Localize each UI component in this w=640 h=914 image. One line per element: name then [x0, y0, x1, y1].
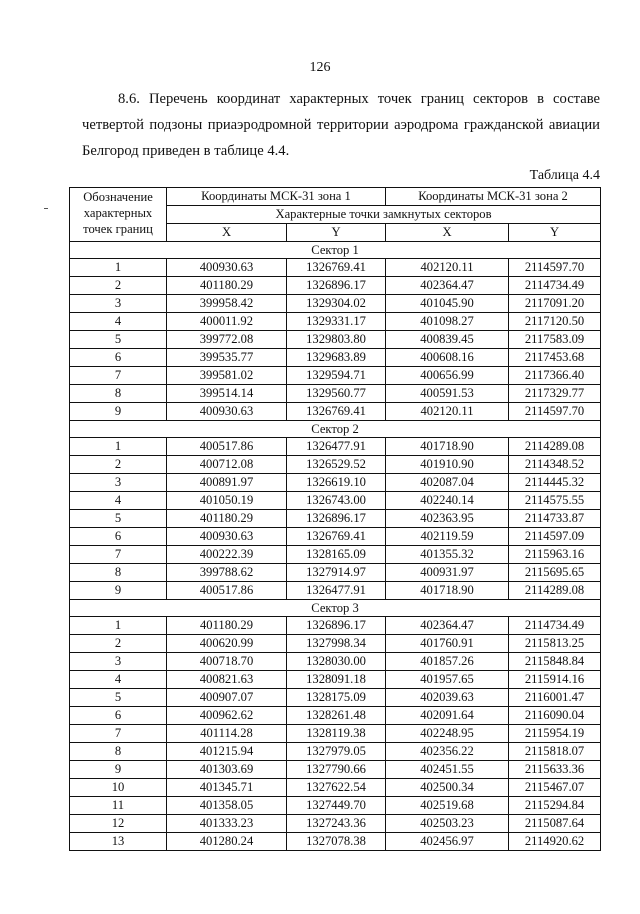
zone1-x: 401333.23	[167, 815, 287, 833]
table-row	[70, 528, 601, 546]
point-number: 8	[70, 385, 167, 403]
table-row	[70, 707, 601, 725]
table-row	[70, 743, 601, 761]
point-number: 3	[70, 295, 167, 313]
zone2-x: 402087.04	[386, 474, 509, 492]
zone1-x: 400712.08	[167, 456, 287, 474]
point-number: 10	[70, 779, 167, 797]
zone1-x: 400718.70	[167, 653, 287, 671]
zone1-x: 399581.02	[167, 367, 287, 385]
point-number: 7	[70, 725, 167, 743]
point-number: 5	[70, 510, 167, 528]
table-row	[70, 510, 601, 528]
zone2-x: 401098.27	[386, 313, 509, 331]
point-number: 8	[70, 564, 167, 582]
zone1-x: 400907.07	[167, 689, 287, 707]
zone2-y: 2117453.68	[509, 349, 601, 367]
sector-row	[70, 600, 601, 617]
zone1-y: 1329594.71	[287, 367, 386, 385]
zone1-x: 400620.99	[167, 635, 287, 653]
zone1-x: 401303.69	[167, 761, 287, 779]
zone2-x: 402500.34	[386, 779, 509, 797]
zone2-y: 2115467.07	[509, 779, 601, 797]
zone2-x: 401957.65	[386, 671, 509, 689]
point-number: 3	[70, 653, 167, 671]
zone1-x: 400962.62	[167, 707, 287, 725]
stub-header-line3: точек границ	[83, 222, 153, 236]
table-row	[70, 259, 601, 277]
zone1-y: 1329560.77	[287, 385, 386, 403]
zone1-y: 1327914.97	[287, 564, 386, 582]
page-number: 126	[309, 60, 331, 75]
table-caption: Таблица 4.4	[529, 168, 600, 183]
sector-title: Сектор 2	[70, 421, 601, 438]
zone2-y: 2117583.09	[509, 331, 601, 349]
point-number: 13	[70, 833, 167, 851]
zone2-x: 402456.97	[386, 833, 509, 851]
point-number: 4	[70, 492, 167, 510]
table-row	[70, 313, 601, 331]
zone2-x: 402363.95	[386, 510, 509, 528]
point-number: 1	[70, 438, 167, 456]
zone2-x: 402120.11	[386, 259, 509, 277]
stub-header-line2: характерных	[83, 206, 153, 220]
point-number: 2	[70, 456, 167, 474]
table-row	[70, 582, 601, 600]
zone1-y: 1327078.38	[287, 833, 386, 851]
table-row	[70, 564, 601, 582]
zone2-x: 402039.63	[386, 689, 509, 707]
point-number: 2	[70, 277, 167, 295]
point-number: 2	[70, 635, 167, 653]
zone2-y: 2115087.64	[509, 815, 601, 833]
zone1-y: 1326477.91	[287, 438, 386, 456]
zone1-x: 401180.29	[167, 510, 287, 528]
intro-paragraph: 8.6. Перечень координат характерных точек границ секторов в составе четвертой подзоны приаэродромной территории аэродрома гражданской авиации Белгород приведен в таблице 4.4.	[82, 91, 600, 159]
zone1-x: 400930.63	[167, 528, 287, 546]
zone1-y: 1326769.41	[287, 403, 386, 421]
table-row	[70, 456, 601, 474]
zone2-y: 2114445.32	[509, 474, 601, 492]
zone1-x: 401050.19	[167, 492, 287, 510]
zone2-x: 402091.64	[386, 707, 509, 725]
point-number: 4	[70, 313, 167, 331]
table-row	[70, 349, 601, 367]
zone2-x: 400931.97	[386, 564, 509, 582]
zone1-y: 1326619.10	[287, 474, 386, 492]
zone2-y: 2115813.25	[509, 635, 601, 653]
zone1-y: 1328175.09	[287, 689, 386, 707]
subheader: Характерные точки замкнутых секторов	[167, 206, 601, 224]
zone2-x: 402356.22	[386, 743, 509, 761]
zone1-y: 1329304.02	[287, 295, 386, 313]
zone2-x: 400839.45	[386, 331, 509, 349]
zone1-y: 1327243.36	[287, 815, 386, 833]
zone2-y: 2114348.52	[509, 456, 601, 474]
zone1-y: 1328165.09	[287, 546, 386, 564]
zone1-y: 1326743.00	[287, 492, 386, 510]
point-number: 6	[70, 349, 167, 367]
point-number: 1	[70, 617, 167, 635]
zone2-y: 2115963.16	[509, 546, 601, 564]
zone2-y: 2114289.08	[509, 438, 601, 456]
zone1-x: 400222.39	[167, 546, 287, 564]
table-row	[70, 474, 601, 492]
table-row	[70, 725, 601, 743]
zone2-y: 2115294.84	[509, 797, 601, 815]
zone2-y: 2115818.07	[509, 743, 601, 761]
zone1-y: 1326529.52	[287, 456, 386, 474]
table-body	[70, 242, 601, 851]
zone1-y: 1328091.18	[287, 671, 386, 689]
zone2-y: 2117329.77	[509, 385, 601, 403]
scan-mark	[44, 208, 48, 209]
table-row	[70, 295, 601, 313]
table-row	[70, 367, 601, 385]
zone1-y: 1326896.17	[287, 617, 386, 635]
point-number: 4	[70, 671, 167, 689]
zone2-y: 2114597.70	[509, 403, 601, 421]
zone1-y: 1326896.17	[287, 510, 386, 528]
table-row	[70, 617, 601, 635]
point-number: 3	[70, 474, 167, 492]
zone2-x: 402519.68	[386, 797, 509, 815]
point-number: 7	[70, 367, 167, 385]
zone2-x-header: X	[386, 224, 509, 242]
zone2-y: 2114734.49	[509, 277, 601, 295]
zone1-x: 400517.86	[167, 438, 287, 456]
coordinates-table	[69, 187, 601, 851]
zone1-x: 401180.29	[167, 617, 287, 635]
zone2-x: 400608.16	[386, 349, 509, 367]
zone1-y: 1328030.00	[287, 653, 386, 671]
zone1-y: 1329683.89	[287, 349, 386, 367]
zone1-x: 400517.86	[167, 582, 287, 600]
table-row	[70, 689, 601, 707]
table-row	[70, 331, 601, 349]
zone1-y: 1327622.54	[287, 779, 386, 797]
zone2-y: 2115954.19	[509, 725, 601, 743]
point-number: 6	[70, 528, 167, 546]
point-number: 1	[70, 259, 167, 277]
point-number: 5	[70, 689, 167, 707]
zone1-x: 400930.63	[167, 259, 287, 277]
zone1-y: 1327998.34	[287, 635, 386, 653]
sector-row	[70, 421, 601, 438]
zone2-y: 2117091.20	[509, 295, 601, 313]
table-row	[70, 761, 601, 779]
point-number: 8	[70, 743, 167, 761]
zone2-x: 401718.90	[386, 438, 509, 456]
point-number: 9	[70, 761, 167, 779]
zone1-y: 1326477.91	[287, 582, 386, 600]
zone1-y: 1326896.17	[287, 277, 386, 295]
zone2-x: 401045.90	[386, 295, 509, 313]
zone2-y: 2114733.87	[509, 510, 601, 528]
zone2-y: 2114575.55	[509, 492, 601, 510]
table-row	[70, 779, 601, 797]
zone2-y: 2115633.36	[509, 761, 601, 779]
table-row	[70, 797, 601, 815]
zone2-y: 2114734.49	[509, 617, 601, 635]
zone2-x: 402364.47	[386, 277, 509, 295]
zone2-y-header: Y	[509, 224, 601, 242]
table-row	[70, 546, 601, 564]
zone2-x: 402248.95	[386, 725, 509, 743]
table-row	[70, 277, 601, 295]
zone1-x: 399958.42	[167, 295, 287, 313]
zone2-x: 401910.90	[386, 456, 509, 474]
zone1-y: 1328119.38	[287, 725, 386, 743]
zone1-y: 1326769.41	[287, 528, 386, 546]
zone2-x: 402503.23	[386, 815, 509, 833]
zone1-x: 401345.71	[167, 779, 287, 797]
zone2-x: 401355.32	[386, 546, 509, 564]
zone2-y: 2115848.84	[509, 653, 601, 671]
table-row	[70, 403, 601, 421]
zone2-y: 2114597.09	[509, 528, 601, 546]
zone1-x: 399514.14	[167, 385, 287, 403]
zone1-x: 401215.94	[167, 743, 287, 761]
zone1-x: 401358.05	[167, 797, 287, 815]
zone2-y: 2114920.62	[509, 833, 601, 851]
zone1-y: 1326769.41	[287, 259, 386, 277]
zone1-x: 400930.63	[167, 403, 287, 421]
point-number: 5	[70, 331, 167, 349]
zone1-x: 399788.62	[167, 564, 287, 582]
zone2-y: 2114597.70	[509, 259, 601, 277]
zone2-x: 400591.53	[386, 385, 509, 403]
zone2-y: 2116090.04	[509, 707, 601, 725]
zone1-x: 399535.77	[167, 349, 287, 367]
zone2-x: 402364.47	[386, 617, 509, 635]
table-row	[70, 385, 601, 403]
zone1-x: 401180.29	[167, 277, 287, 295]
stub-header-line1: Обозначение	[83, 190, 153, 204]
sector-row	[70, 242, 601, 259]
zone1-x-header: X	[167, 224, 287, 242]
table-row	[70, 653, 601, 671]
zone1-y-header: Y	[287, 224, 386, 242]
zone1-y: 1329803.80	[287, 331, 386, 349]
point-number: 7	[70, 546, 167, 564]
zone2-x: 402119.59	[386, 528, 509, 546]
zone2-y: 2115914.16	[509, 671, 601, 689]
point-number: 9	[70, 403, 167, 421]
point-number: 9	[70, 582, 167, 600]
table-row	[70, 833, 601, 851]
sector-title: Сектор 3	[70, 600, 601, 617]
zone1-y: 1327449.70	[287, 797, 386, 815]
zone1-y: 1328261.48	[287, 707, 386, 725]
point-number: 11	[70, 797, 167, 815]
zone2-x: 401857.26	[386, 653, 509, 671]
zone1-x: 401280.24	[167, 833, 287, 851]
table-row	[70, 815, 601, 833]
point-number: 12	[70, 815, 167, 833]
zone1-x: 401114.28	[167, 725, 287, 743]
table-row	[70, 438, 601, 456]
table-row	[70, 492, 601, 510]
zone2-x: 402120.11	[386, 403, 509, 421]
point-number: 6	[70, 707, 167, 725]
zone1-x: 400891.97	[167, 474, 287, 492]
zone1-x: 400011.92	[167, 313, 287, 331]
zone2-x: 400656.99	[386, 367, 509, 385]
zone2-x: 401718.90	[386, 582, 509, 600]
zone2-y: 2116001.47	[509, 689, 601, 707]
sector-title: Сектор 1	[70, 242, 601, 259]
zone2-header: Координаты МСК-31 зона 2	[386, 188, 601, 206]
zone1-y: 1329331.17	[287, 313, 386, 331]
table-row	[70, 635, 601, 653]
zone1-header: Координаты МСК-31 зона 1	[167, 188, 386, 206]
zone1-y: 1327979.05	[287, 743, 386, 761]
zone2-x: 401760.91	[386, 635, 509, 653]
zone2-y: 2117120.50	[509, 313, 601, 331]
stub-header	[70, 188, 167, 242]
zone2-x: 402240.14	[386, 492, 509, 510]
zone2-x: 402451.55	[386, 761, 509, 779]
table-row	[70, 671, 601, 689]
zone2-y: 2117366.40	[509, 367, 601, 385]
zone1-x: 399772.08	[167, 331, 287, 349]
zone2-y: 2115695.65	[509, 564, 601, 582]
zone1-y: 1327790.66	[287, 761, 386, 779]
zone1-x: 400821.63	[167, 671, 287, 689]
zone2-y: 2114289.08	[509, 582, 601, 600]
